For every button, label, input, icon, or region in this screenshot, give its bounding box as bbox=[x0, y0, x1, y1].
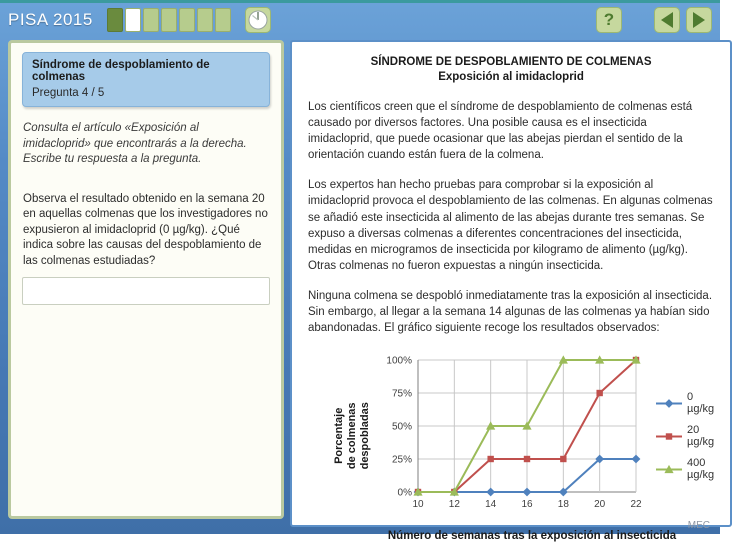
legend-label: 0 µg/kg bbox=[687, 391, 715, 416]
progress-segment bbox=[161, 8, 177, 32]
article-panel bbox=[290, 40, 732, 542]
instruction-text: Consulta el artículo «Exposición al imidacloprid» que encontrarás a la derecha. Escribe tu respuesta a la pregunta. bbox=[23, 122, 247, 166]
svg-text:25%: 25% bbox=[391, 454, 412, 466]
progress-segment bbox=[125, 8, 141, 32]
answer-textarea[interactable] bbox=[22, 277, 270, 305]
article-paragraph-1: Los científicos creen que el síndrome de despoblamiento de colmenas está causado por diversos factores. Una posible causa es el insecticida imidacloprid, que puede ocasionar que las abejas pierdan el sentido de la orientación cuando están fuera de la colmena. bbox=[308, 101, 693, 162]
question-text: Observa el resultado obtenido en la semana 20 en aquellas colmenas que los investigadores no expusieron al imidacloprid (0 µg/kg). ¿Qué indica sobre las causas del despoblamiento de las colmenas estudiadas? bbox=[23, 192, 268, 267]
progress-segment bbox=[143, 8, 159, 32]
svg-text:14: 14 bbox=[485, 499, 497, 511]
question-mark-icon: ? bbox=[603, 10, 615, 29]
legend-marker-icon bbox=[656, 431, 682, 442]
legend-marker-icon bbox=[656, 464, 682, 475]
progress-segment bbox=[179, 8, 195, 32]
clock-icon bbox=[247, 9, 269, 31]
next-button[interactable] bbox=[686, 7, 712, 33]
help-button[interactable] bbox=[596, 7, 622, 33]
chart-legend bbox=[656, 391, 714, 481]
svg-text:0%: 0% bbox=[397, 487, 412, 499]
svg-text:75%: 75% bbox=[391, 388, 412, 400]
content-area bbox=[0, 36, 720, 542]
progress-indicator bbox=[107, 8, 231, 32]
top-bar bbox=[0, 3, 720, 36]
svg-text:22: 22 bbox=[630, 499, 642, 511]
svg-text:10: 10 bbox=[412, 499, 424, 511]
article-subtitle: Exposición al imidacloprid bbox=[438, 71, 584, 83]
prev-button[interactable] bbox=[654, 7, 680, 33]
legend-item bbox=[656, 391, 714, 415]
chart-y-axis-label: Porcentaje de colmenas despobladas bbox=[333, 402, 372, 470]
legend-label: 20 µg/kg bbox=[687, 424, 715, 449]
progress-segment bbox=[197, 8, 213, 32]
svg-text:50%: 50% bbox=[391, 421, 412, 433]
nav-button-group bbox=[596, 7, 712, 33]
question-header bbox=[22, 52, 270, 107]
svg-text:16: 16 bbox=[521, 499, 533, 511]
chart-x-axis-label: Número de semanas tras la exposición al insecticida bbox=[387, 530, 677, 542]
watermark: MEC bbox=[687, 520, 710, 531]
question-title: Síndrome de despoblamiento de colmenas bbox=[32, 59, 210, 83]
line-chart bbox=[374, 350, 644, 522]
svg-text:20: 20 bbox=[594, 499, 606, 511]
app-title: PISA 2015 bbox=[8, 9, 93, 29]
article-paragraph-2: Los expertos han hecho pruebas para comprobar si la exposición al imidacloprid provoca el despoblamiento de las colmenas. En algunas colmenas se añadió este insecticida al alimento de las abejas durante tres semanas. Se expuso a diversas colmenas a diferentes concentraciones del insecticida, medidas en microgramos de insecticida por kilogramo de alimento (µg/kg). Otras colmenas no fueron expuestas a ningún insecticida. bbox=[308, 179, 713, 272]
svg-text:12: 12 bbox=[448, 499, 460, 511]
next-arrow-icon bbox=[693, 12, 705, 28]
article-title: SÍNDROME DE DESPOBLAMIENTO DE COLMENAS bbox=[370, 56, 652, 68]
svg-text:100%: 100% bbox=[386, 355, 412, 367]
progress-segment bbox=[107, 8, 123, 32]
legend-label: 400 µg/kg bbox=[687, 457, 715, 482]
progress-segment bbox=[215, 8, 231, 32]
timer-button[interactable] bbox=[245, 7, 271, 33]
question-panel bbox=[8, 40, 284, 519]
prev-arrow-icon bbox=[661, 12, 673, 28]
legend-item bbox=[656, 457, 714, 481]
legend-item bbox=[656, 424, 714, 448]
legend-marker-icon bbox=[656, 398, 682, 409]
question-number: Pregunta 4 / 5 bbox=[32, 87, 105, 99]
article-paragraph-3: Ninguna colmena se despobló inmediatamente tras la exposición al insecticida. Sin embargo, al llegar a la semana 14 algunas de las colmenas ya habían sido abandonadas. El gráfico siguiente recoge los resultados observados: bbox=[308, 289, 713, 335]
svg-text:18: 18 bbox=[557, 499, 569, 511]
chart-container bbox=[332, 350, 714, 522]
